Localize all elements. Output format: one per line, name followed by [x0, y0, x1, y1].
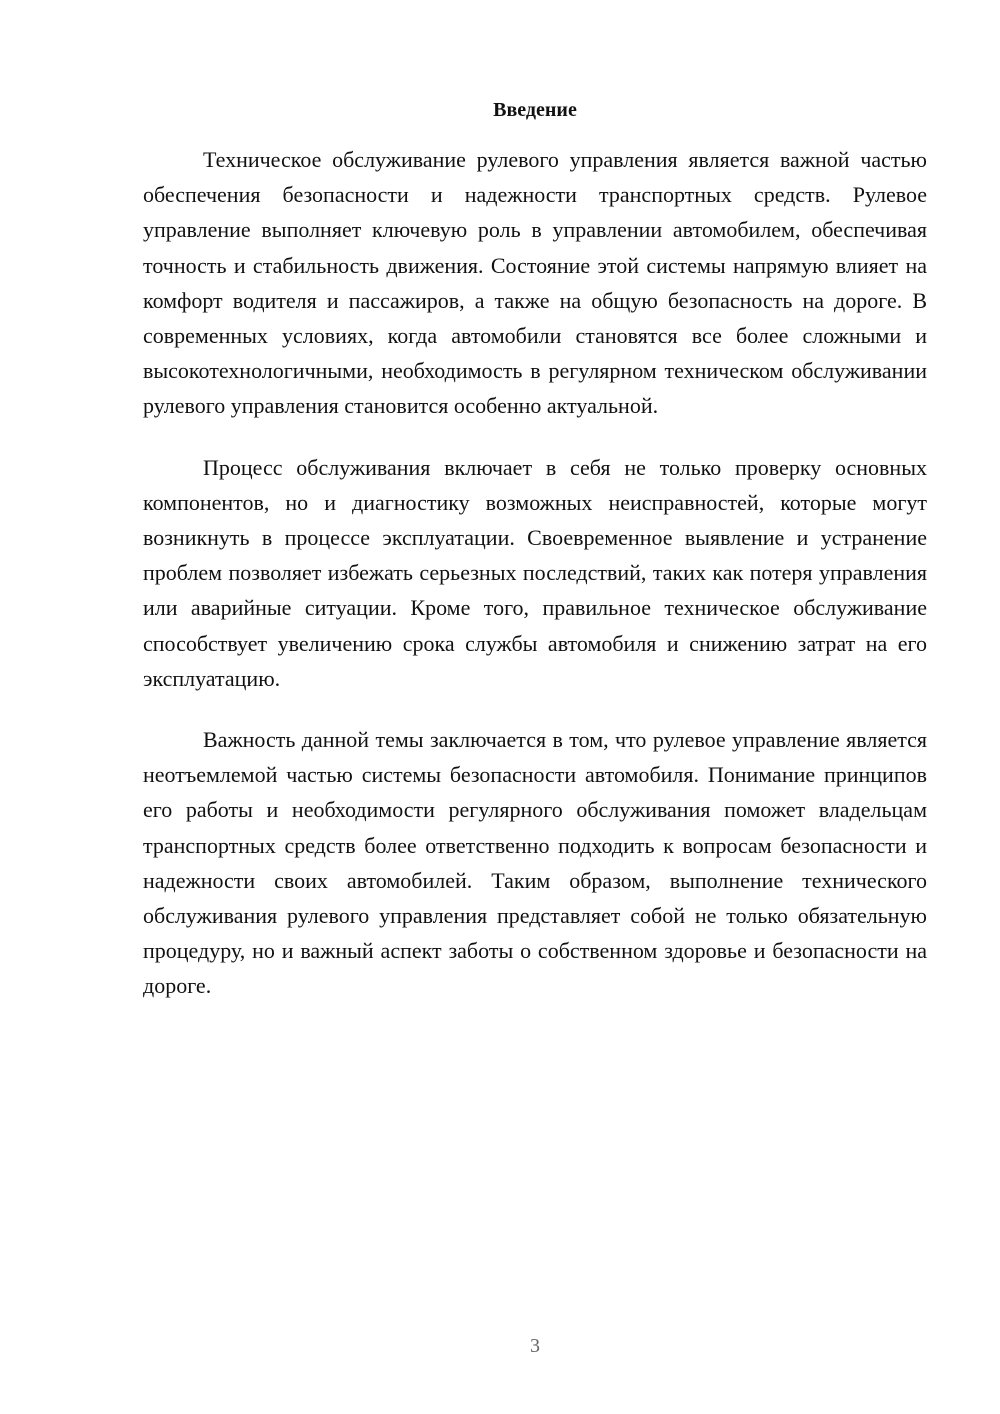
paragraph-1: Техническое обслуживание рулевого управления является важной частью обеспечения безопасности и надежности транспортных средств. Рулевое управление выполняет ключевую роль в управлении автомобилем, обеспечивая точность и стабильность движения. Состояние этой системы напрямую влияет на комфорт водителя и пассажиров, а также на общую безопасность на дороге. В современных условиях, когда автомобили становятся все более сложными и высокотехнологичными, необходимость в регулярном техническом обслуживании рулевого управления становится особенно актуальной.: [143, 147, 927, 419]
section-title: Введение: [493, 99, 577, 121]
page-number: 3: [530, 1335, 540, 1357]
paragraph-3: Важность данной темы заключается в том, что рулевое управление является неотъемлемой частью системы безопасности автомобиля. Понимание принципов его работы и необходимости регулярного обслуживания поможет владельцам транспортных средств более ответственно подходить к вопросам безопасности и надежности своих автомобилей. Таким образом, выполнение технического обслуживания рулевого управления представляет собой не только обязательную процедуру, но и важный аспект заботы о собственном здоровье и безопасности на дороге.: [143, 727, 927, 999]
paragraph-2: Процесс обслуживания включает в себя не только проверку основных компонентов, но и диагностику возможных неисправностей, которые могут возникнуть в процессе эксплуатации. Своевременное выявление и устранение проблем позволяет избежать серьезных последствий, таких как потеря управления или аварийные ситуации. Кроме того, правильное техническое обслуживание способствует увеличению срока службы автомобиля и снижению затрат на его эксплуатацию.: [143, 454, 927, 691]
body-text: [143, 142, 927, 1030]
